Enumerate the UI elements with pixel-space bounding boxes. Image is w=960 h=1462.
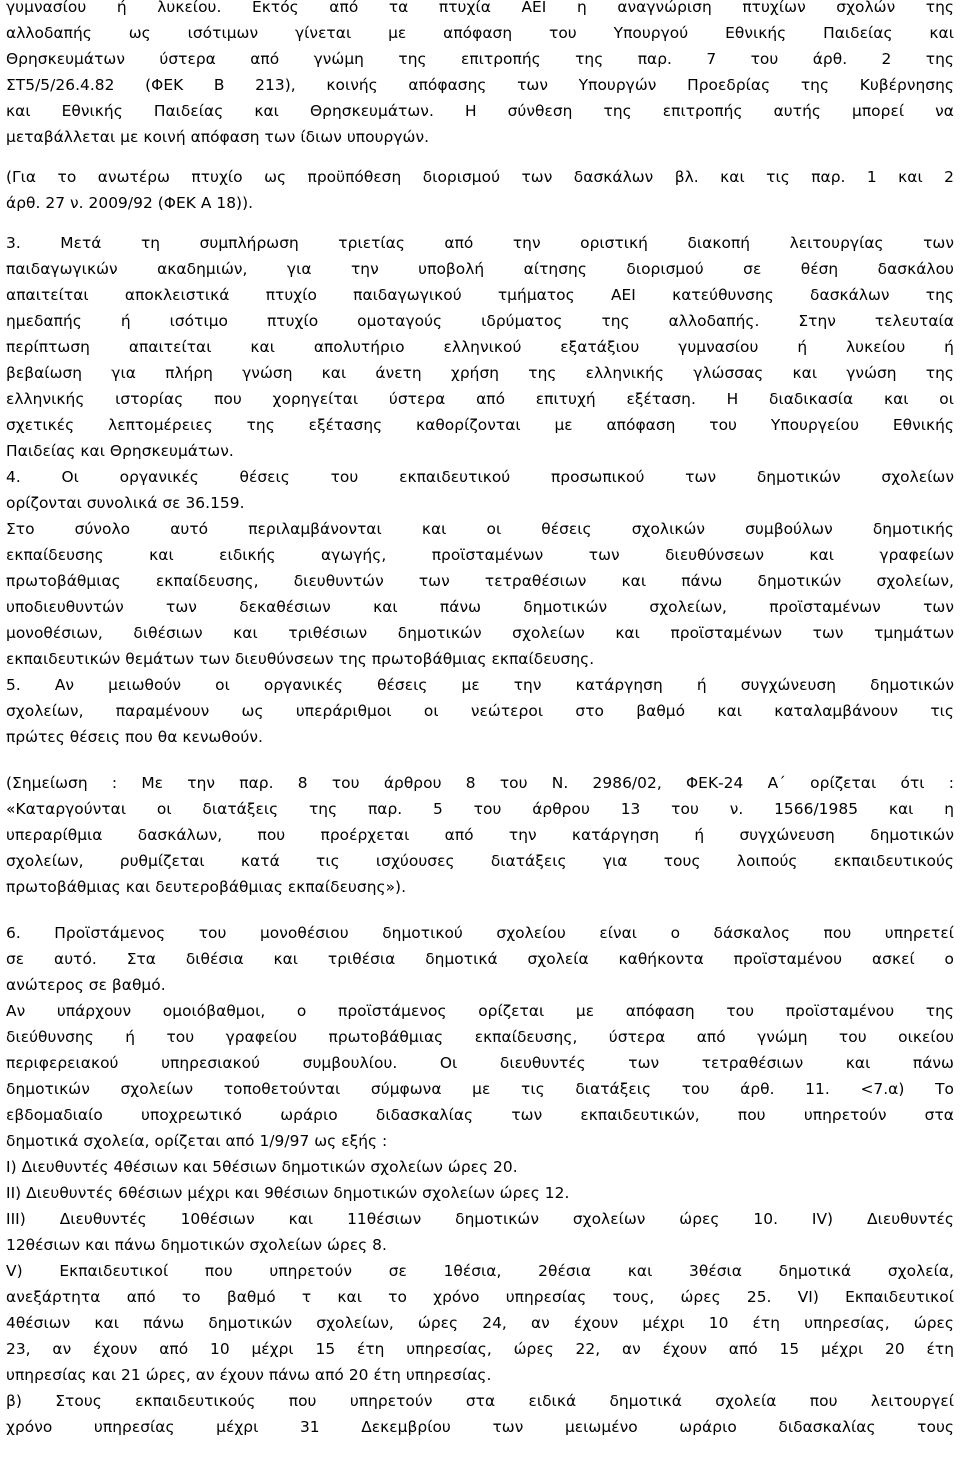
note-law-2986 <box>6 770 954 900</box>
text-line: πρωτοβάθμιας εκπαίδευσης, διευθυντών των τετραθέσιων και πάνω δημοτικών σχολείων, <box>6 572 954 590</box>
text-line: σχολείων, ρυθμίζεται κατά τις ισχύουσες διατάξεις για τους λοιπούς εκπαιδευτικούς <box>6 852 954 870</box>
text-line: εκπαιδευτικών θεμάτων των διευθύνσεων της πρωτοβάθμιας εκπαίδευσης. <box>6 650 595 668</box>
text-line: δημοτικά σχολεία, ορίζεται από 1/9/97 ως εξής : <box>6 1132 388 1150</box>
text-line: σχολείων, παραμένουν ως υπεράριθμοι οι νεώτεροι στο βαθμό και καταλαμβάνουν τις <box>6 702 954 720</box>
text-line: 5. Αν μειωθούν οι οργανικές θέσεις με την κατάργηση ή συγχώνευση δημοτικών <box>6 676 954 694</box>
text-line: βεβαίωση για πλήρη γνώση και άνετη χρήση της ελληνικής γλώσσας και γνώση της <box>6 364 954 382</box>
text-line: «Καταργούνται οι διατάξεις της παρ. 5 του άρθρου 13 του ν. 1566/1985 και η <box>6 800 954 818</box>
note-degree-reference <box>6 164 954 216</box>
text-line: δημοτικών σχολείων τοποθετούνται σύμφωνα με τις διατάξεις του άρθ. 11. <7.α) Το <box>6 1080 954 1098</box>
paragraph-6 <box>6 920 954 1440</box>
text-line: πρωτοβάθμιας και δευτεροβάθμιας εκπαίδευσης»). <box>6 878 407 896</box>
text-line: ανεξάρτητα από το βαθμό τ και το χρόνο υπηρεσίας τους, ώρες 25. VI) Εκπαιδευτικοί <box>6 1288 954 1306</box>
text-line: 3. Μετά τη συμπλήρωση τριετίας από την οριστική διακοπή λειτουργίας των <box>6 234 954 252</box>
text-line: ελληνικής ιστορίας που χορηγείται ύστερα από επιτυχή εξέταση. Η διαδικασία και οι <box>6 390 954 408</box>
text-line: άρθ. 27 ν. 2009/92 (ΦΕΚ Α 18)). <box>6 194 254 212</box>
text-line: εβδομαδιαίο υποχρεωτικό ωράριο διδασκαλίας των εκπαιδευτικών, που υπηρετούν στα <box>6 1106 954 1124</box>
text-line: παιδαγωγικών ακαδημιών, για την υποβολή αίτησης διορισμού σε θέση δασκάλου <box>6 260 954 278</box>
text-line: σχετικές λεπτομέρειες της εξέτασης καθορίζονται με απόφαση του Υπουργείου Εθνικής <box>6 416 954 434</box>
text-line: ανώτερος σε βαθμό. <box>6 976 166 994</box>
text-line: Θρησκευμάτων ύστερα από γνώμη της επιτροπής της παρ. 7 του άρθ. 2 της <box>6 50 954 68</box>
text-line: (Για το ανωτέρω πτυχίο ως προϋπόθεση διορισμού των δασκάλων βλ. και τις παρ. 1 και 2 <box>6 168 954 186</box>
paragraph-5 <box>6 672 954 750</box>
text-line: απαιτείται αποκλειστικά πτυχίο παιδαγωγικού τμήματος ΑΕΙ κατεύθυνσης δασκάλων της <box>6 286 954 304</box>
text-line: (Σημείωση : Με την παρ. 8 του άρθρου 8 του Ν. 2986/02, ΦΕΚ-24 Α΄ ορίζεται ότι : <box>6 774 954 792</box>
text-line: αλλοδαπής ως ισότιμων γίνεται με απόφαση του Υπουργού Εθνικής Παιδείας και <box>6 24 954 42</box>
text-line: Στο σύνολο αυτό περιλαμβάνονται και οι θέσεις σχολικών συμβούλων δημοτικής <box>6 520 954 538</box>
text-line: μεταβάλλεται με κοινή απόφαση των ίδιων υπουργών. <box>6 128 430 146</box>
paragraph-3 <box>6 230 954 464</box>
text-line: και Εθνικής Παιδείας και Θρησκευμάτων. Η σύνθεση της επιτροπής αυτής μπορεί να <box>6 102 954 120</box>
text-line: διεύθυνσης ή του γραφείου πρωτοβάθμιας εκπαίδευσης, ύστερα από γνώμη του οικείου <box>6 1028 954 1046</box>
text-line: υπηρεσίας και 21 ώρες, αν έχουν πάνω από 20 έτη υπηρεσίας. <box>6 1366 492 1384</box>
paragraph-4-positions <box>6 516 954 672</box>
text-line: ΣΤ5/5/26.4.82 (ΦΕΚ Β 213), κοινής απόφασης των Υπουργών Προεδρίας της Κυβέρνησης <box>6 76 954 94</box>
text-line: εκπαίδευσης και ειδικής αγωγής, προϊσταμένων των διευθύνσεων και γραφείων <box>6 546 954 564</box>
text-line: 12θέσιων και πάνω δημοτικών σχολείων ώρες 8. <box>6 1236 387 1254</box>
text-line: περίπτωση απαιτείται και απολυτήριο ελληνικού εξατάξιου γυμνασίου ή λυκείου ή <box>6 338 954 356</box>
paragraph-intro <box>6 0 954 150</box>
text-line: ΙΙΙ) Διευθυντές 10θέσιων και 11θέσιων δημοτικών σχολείων ώρες 10. ΙV) Διευθυντές <box>6 1210 954 1228</box>
text-line: 23, αν έχουν από 10 μέχρι 15 έτη υπηρεσίας, ώρες 22, αν έχουν από 15 μέχρι 20 έτη <box>6 1340 954 1358</box>
text-line: β) Στους εκπαιδευτικούς που υπηρετούν στα ειδικά δημοτικά σχολεία που λειτουργεί <box>6 1392 954 1410</box>
text-line: γυμνασίου ή λυκείου. Εκτός από τα πτυχία ΑΕΙ η αναγνώριση πτυχίων σχολών της <box>6 0 954 16</box>
text-line: ορίζονται συνολικά σε 36.159. <box>6 494 245 512</box>
text-line: σε αυτό. Στα διθέσια και τριθέσια δημοτικά σχολεία καθήκοντα προϊσταμένου ασκεί ο <box>6 950 954 968</box>
text-line: ημεδαπής ή ισότιμο πτυχίο ομοταγούς ιδρύματος της αλλοδαπής. Στην τελευταία <box>6 312 954 330</box>
text-line: 4θέσιων και πάνω δημοτικών σχολείων, ώρες 24, αν έχουν μέχρι 10 έτη υπηρεσίας, ώρες <box>6 1314 954 1332</box>
text-line: πρώτες θέσεις που θα κενωθούν. <box>6 728 263 746</box>
text-line: ΙΙ) Διευθυντές 6θέσιων μέχρι και 9θέσιων δημοτικών σχολείων ώρες 12. <box>6 1184 570 1202</box>
text-line: Ι) Διευθυντές 4θέσιων και 5θέσιων δημοτικών σχολείων ώρες 20. <box>6 1158 518 1176</box>
text-line: Παιδείας και Θρησκευμάτων. <box>6 442 234 460</box>
text-line: περιφερειακού υπηρεσιακού συμβουλίου. Οι διευθυντές των τετραθέσιων και πάνω <box>6 1054 954 1072</box>
paragraph-4 <box>6 464 954 516</box>
text-line: υποδιευθυντών των δεκαθέσιων και πάνω δημοτικών σχολείων, προϊσταμένων των <box>6 598 954 616</box>
text-line: χρόνο υπηρεσίας μέχρι 31 Δεκεμβρίου των μειωμένο ωράριο διδασκαλίας τους <box>6 1418 954 1436</box>
text-line: μονοθέσιων, διθέσιων και τριθέσιων δημοτικών σχολείων και προϊσταμένων των τμημάτων <box>6 624 954 642</box>
text-line: 6. Προϊστάμενος του μονοθέσιου δημοτικού σχολείου είναι ο δάσκαλος που υπηρετεί <box>6 924 954 942</box>
text-line: Αν υπάρχουν ομοιόβαθμοι, ο προϊστάμενος ορίζεται με απόφαση του προϊσταμένου της <box>6 1002 954 1020</box>
text-line: V) Εκπαιδευτικοί που υπηρετούν σε 1θέσια, 2θέσια και 3θέσια δημοτικά σχολεία, <box>6 1262 954 1280</box>
text-line: υπεραρίθμια δασκάλων, που προέρχεται από την κατάργηση ή συγχώνευση δημοτικών <box>6 826 954 844</box>
text-line: 4. Οι οργανικές θέσεις του εκπαιδευτικού προσωπικού των δημοτικών σχολείων <box>6 468 954 486</box>
